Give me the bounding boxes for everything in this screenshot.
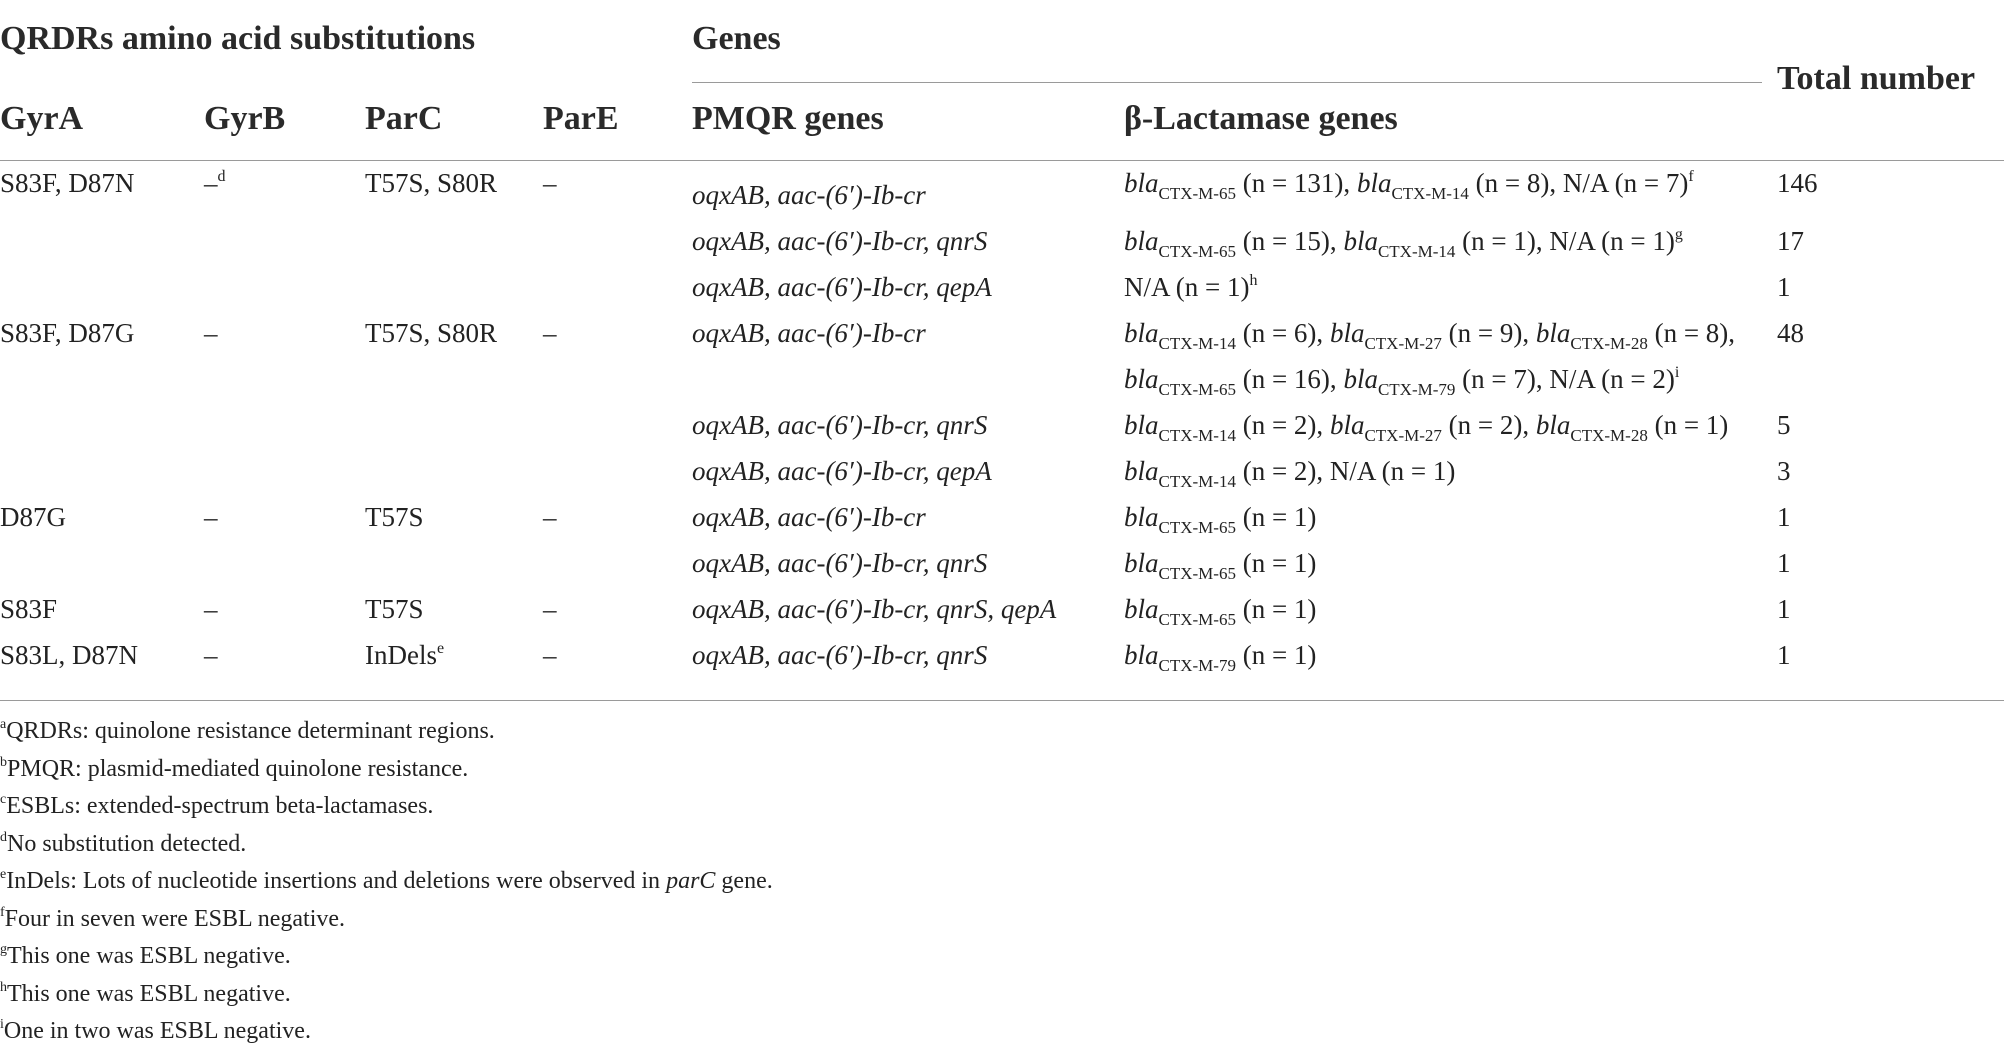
gene-count: (n = 8), N/A (n = 7) bbox=[1468, 168, 1689, 198]
beta-lactamase-cell bbox=[1124, 410, 1729, 445]
footnote-mark: c bbox=[0, 792, 7, 807]
total-cell: 17 bbox=[1777, 226, 1804, 256]
beta-lactamase-cell bbox=[1124, 640, 1317, 675]
pmqr-cell: oqxAB, aac-(6′)-Ib-cr, qnrS bbox=[692, 548, 988, 578]
gene-name: bla bbox=[1329, 318, 1365, 348]
gene-subscript: CTX-M-79 bbox=[1158, 656, 1236, 675]
gene-name: bla bbox=[1124, 548, 1159, 578]
pare-cell bbox=[543, 594, 557, 625]
footnote-text: QRDRs: quinolone resistance determinant regions. bbox=[6, 718, 495, 744]
pare-cell bbox=[543, 640, 557, 671]
gene-count: (n = 1) bbox=[1235, 502, 1317, 532]
footnote-mark: a bbox=[0, 717, 7, 732]
gene-name: bla bbox=[1124, 410, 1159, 440]
footnote-mark: h bbox=[0, 979, 7, 995]
total-cell: 1 bbox=[1777, 594, 1791, 624]
gene-subscript: CTX-M-65 bbox=[1158, 380, 1236, 399]
gene-name: bla bbox=[1124, 594, 1159, 624]
footnote-mark: f bbox=[1688, 168, 1694, 185]
footnote-text: No substitution detected. bbox=[7, 830, 247, 857]
pmqr-cell: oqxAB, aac-(6′)-Ib-cr, qnrS bbox=[692, 640, 988, 670]
gene-name: bla bbox=[1343, 364, 1378, 394]
gyrb-cell bbox=[204, 594, 218, 625]
footnote-text: ESBLs: extended-spectrum beta-lactamases. bbox=[6, 793, 434, 819]
gyra-cell bbox=[0, 502, 66, 533]
gene-subscript: CTX-M-28 bbox=[1570, 334, 1648, 353]
footnote-italic: parC bbox=[666, 868, 716, 894]
gene-subscript: CTX-M-65 bbox=[1158, 518, 1236, 537]
gene-count: (n = 6), bbox=[1235, 318, 1330, 348]
genes-group-header: Genes bbox=[692, 20, 781, 57]
footnote-text: This one was ESBL negative. bbox=[7, 980, 291, 1007]
gyra-cell-text: S83F, D87N bbox=[0, 168, 135, 198]
gyrb-cell-text: – bbox=[204, 168, 218, 198]
gyra-cell bbox=[0, 640, 138, 671]
beta-lactamase-header: β-Lactamase genes bbox=[1124, 100, 1398, 137]
qrdr-group-header: QRDRs amino acid substitutions bbox=[0, 20, 476, 57]
total-cell: 1 bbox=[1777, 272, 1791, 302]
footnote-mark: e bbox=[436, 640, 445, 657]
pare-cell-text: – bbox=[543, 502, 557, 532]
gene-count: (n = 15), bbox=[1235, 226, 1344, 256]
gyra-cell bbox=[0, 318, 134, 349]
footnote bbox=[0, 756, 468, 783]
gene-name: bla bbox=[1124, 456, 1159, 486]
genes-group-rule bbox=[692, 82, 1762, 83]
footnote-mark: i bbox=[0, 1017, 4, 1032]
footnote-mark: d bbox=[0, 829, 7, 845]
gyra-cell-text: S83L, D87N bbox=[0, 640, 139, 670]
gene-subscript: CTX-M-65 bbox=[1158, 610, 1236, 629]
gene-subscript: CTX-M-14 bbox=[1377, 242, 1456, 261]
beta-lactamase-cell bbox=[1124, 502, 1317, 537]
gene-count: (n = 1) bbox=[1235, 640, 1317, 670]
footnote-text: This one was ESBL negative. bbox=[7, 943, 291, 969]
gene-subscript: CTX-M-65 bbox=[1158, 564, 1236, 583]
gene-count: (n = 7), N/A (n = 2) bbox=[1455, 364, 1675, 394]
gene-name: bla bbox=[1535, 318, 1571, 348]
gyrb-cell-text: – bbox=[204, 502, 218, 532]
pare-header: ParE bbox=[543, 100, 619, 137]
total-cell: 48 bbox=[1777, 318, 1804, 348]
beta-lactamase-cell bbox=[1124, 272, 1257, 303]
parc-cell bbox=[365, 168, 497, 199]
total-cell: 146 bbox=[1777, 168, 1818, 198]
footnote-mark: h bbox=[1249, 272, 1258, 289]
total-cell: 5 bbox=[1777, 410, 1791, 440]
footnote-mark: f bbox=[0, 904, 5, 920]
pare-cell-text: – bbox=[543, 168, 557, 198]
parc-cell-text: T57S, S80R bbox=[365, 318, 498, 348]
gene-subscript: CTX-M-14 bbox=[1158, 472, 1236, 491]
pmqr-cell: oqxAB, aac-(6′)-Ib-cr bbox=[692, 180, 926, 210]
beta-lactamase-cell-continued bbox=[1124, 364, 1680, 399]
gene-subscript: CTX-M-65 bbox=[1158, 184, 1236, 203]
gene-count: (n = 1), N/A (n = 1) bbox=[1455, 226, 1675, 256]
gene-name: bla bbox=[1329, 410, 1365, 440]
gyrb-cell-text: – bbox=[204, 594, 218, 624]
pmqr-cell: oqxAB, aac-(6′)-Ib-cr, qnrS, qepA bbox=[692, 594, 1057, 624]
parc-cell-text: T57S, S80R bbox=[365, 168, 498, 198]
beta-lactamase-cell bbox=[1124, 548, 1317, 583]
header-bottom-rule bbox=[0, 160, 2004, 161]
pmqr-cell: oqxAB, aac-(6′)-Ib-cr, qepA bbox=[692, 272, 992, 302]
total-cell: 3 bbox=[1777, 456, 1791, 486]
footnote-mark: d bbox=[217, 168, 226, 185]
gene-count: (n = 16), bbox=[1235, 364, 1344, 394]
footnote-text: One in two was ESBL negative. bbox=[3, 1018, 311, 1044]
gene-count: (n = 1) bbox=[1647, 410, 1729, 440]
pare-cell-text: – bbox=[543, 318, 557, 348]
gene-subscript: CTX-M-79 bbox=[1377, 380, 1456, 399]
footnote-mark: g bbox=[0, 942, 7, 957]
total-number-header: Total number bbox=[1777, 60, 1976, 97]
footnote-mark: e bbox=[0, 867, 7, 882]
parc-cell-text: InDels bbox=[365, 640, 437, 670]
gyrb-cell bbox=[204, 640, 218, 671]
total-cell: 1 bbox=[1777, 502, 1791, 532]
gene-name: bla bbox=[1124, 640, 1159, 670]
gene-name: bla bbox=[1124, 318, 1159, 348]
footnote-text: PMQR: plasmid-mediated quinolone resistance. bbox=[7, 755, 469, 782]
pmqr-header: PMQR genes bbox=[692, 100, 884, 137]
parc-header: ParC bbox=[365, 100, 443, 137]
pare-cell bbox=[543, 318, 557, 349]
gyrb-cell-text: – bbox=[204, 640, 218, 670]
pmqr-cell: oqxAB, aac-(6′)-Ib-cr bbox=[692, 502, 926, 532]
gene-subscript: CTX-M-14 bbox=[1391, 184, 1469, 203]
gyrb-header: GyrB bbox=[204, 100, 286, 137]
gene-count: (n = 1) bbox=[1235, 548, 1317, 578]
gene-name: bla bbox=[1124, 502, 1159, 532]
parc-cell-text: T57S bbox=[365, 502, 424, 532]
gene-count: (n = 1) bbox=[1235, 594, 1317, 624]
gyra-cell bbox=[0, 594, 57, 625]
pare-cell bbox=[543, 168, 557, 199]
gene-subscript: CTX-M-14 bbox=[1158, 334, 1236, 353]
footnote bbox=[0, 906, 345, 933]
pare-cell-text: – bbox=[543, 594, 557, 624]
beta-lactamase-cell bbox=[1124, 318, 1736, 353]
gyra-cell-text: D87G bbox=[0, 502, 66, 532]
gyra-cell-text: S83F bbox=[0, 594, 58, 624]
parc-cell bbox=[365, 318, 497, 349]
gene-subscript: CTX-M-28 bbox=[1570, 426, 1648, 445]
beta-lactamase-cell bbox=[1124, 594, 1317, 629]
pmqr-cell: oqxAB, aac-(6′)-Ib-cr, qnrS bbox=[692, 226, 988, 256]
gene-name: bla bbox=[1124, 168, 1159, 198]
beta-lactamase-cell bbox=[1124, 456, 1456, 491]
gyrb-cell-text: – bbox=[204, 318, 218, 348]
parc-cell bbox=[365, 594, 424, 625]
parc-cell-text: T57S bbox=[365, 594, 424, 624]
gene-count: (n = 2), N/A (n = 1) bbox=[1235, 456, 1456, 486]
gene-count: N/A (n = 1) bbox=[1124, 272, 1250, 302]
gyra-cell-text: S83F, D87G bbox=[0, 318, 135, 348]
gene-subscript: CTX-M-65 bbox=[1158, 242, 1236, 261]
pare-cell-text: – bbox=[543, 640, 557, 670]
total-cell: 1 bbox=[1777, 548, 1791, 578]
gene-subscript: CTX-M-14 bbox=[1158, 426, 1236, 445]
parc-cell bbox=[365, 502, 424, 533]
beta-lactamase-cell bbox=[1124, 226, 1683, 261]
gene-subscript: CTX-M-27 bbox=[1364, 426, 1442, 445]
gene-name: bla bbox=[1124, 226, 1159, 256]
gene-name: bla bbox=[1356, 168, 1392, 198]
footnote-mark: b bbox=[0, 754, 7, 770]
gene-count: (n = 2), bbox=[1441, 410, 1536, 440]
footnote-text-after: gene. bbox=[715, 868, 773, 894]
footnote bbox=[0, 981, 291, 1008]
gene-name: bla bbox=[1343, 226, 1378, 256]
footnote bbox=[0, 868, 773, 895]
gene-count: (n = 8), bbox=[1647, 318, 1736, 348]
footnote bbox=[0, 831, 246, 858]
total-cell: 1 bbox=[1777, 640, 1791, 670]
gyrb-cell bbox=[204, 168, 226, 199]
pmqr-cell: oqxAB, aac-(6′)-Ib-cr bbox=[692, 318, 926, 348]
gene-name: bla bbox=[1124, 364, 1159, 394]
pare-cell bbox=[543, 502, 557, 533]
footnote bbox=[0, 793, 433, 820]
gene-count: (n = 9), bbox=[1441, 318, 1536, 348]
footnote-mark: g bbox=[1674, 226, 1683, 243]
gene-count: (n = 131), bbox=[1235, 168, 1357, 198]
gene-count: (n = 2), bbox=[1235, 410, 1330, 440]
pmqr-cell: oqxAB, aac-(6′)-Ib-cr, qnrS bbox=[692, 410, 988, 440]
footnote bbox=[0, 718, 495, 745]
pmqr-cell: oqxAB, aac-(6′)-Ib-cr, qepA bbox=[692, 456, 992, 486]
footnote bbox=[0, 943, 291, 970]
parc-cell bbox=[365, 640, 444, 671]
gene-subscript: CTX-M-27 bbox=[1364, 334, 1442, 353]
gyra-header: GyrA bbox=[0, 100, 84, 137]
footnote bbox=[0, 1018, 311, 1045]
beta-lactamase-cell bbox=[1124, 168, 1694, 203]
footnote-text: InDels: Lots of nucleotide insertions and deletions were observed in bbox=[6, 868, 667, 894]
footnote-text: Four in seven were ESBL negative. bbox=[4, 905, 346, 932]
gyrb-cell bbox=[204, 502, 218, 533]
table-bottom-rule bbox=[0, 700, 2004, 701]
gene-name: bla bbox=[1535, 410, 1571, 440]
footnote-mark: i bbox=[1674, 364, 1680, 381]
gyra-cell bbox=[0, 168, 134, 199]
gyrb-cell bbox=[204, 318, 218, 349]
